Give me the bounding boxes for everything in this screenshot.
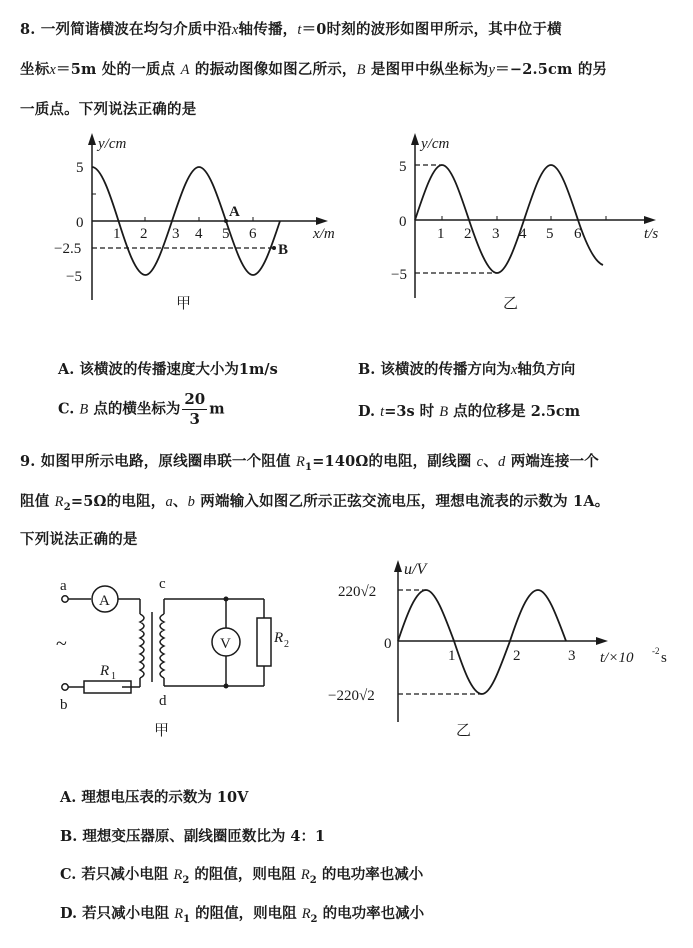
q9-stem-line-3: 下列说法正确的是: [20, 531, 138, 548]
voltage-curve: [398, 590, 566, 694]
svg-text:−2.5: −2.5: [54, 241, 82, 257]
secondary-coil: [160, 614, 164, 678]
svg-text:2: 2: [140, 226, 148, 242]
resistor-r2: [257, 618, 271, 666]
svg-text:y/cm: y/cm: [421, 136, 450, 152]
caption-jia: 甲: [176, 296, 192, 312]
svg-text:s: s: [661, 650, 667, 666]
svg-text:3: 3: [568, 648, 576, 664]
y-axis-arrow-icon: [394, 560, 402, 572]
svg-text:a: a: [60, 578, 67, 594]
svg-text:6: 6: [249, 226, 257, 242]
svg-text:0: 0: [399, 214, 407, 230]
q8-number: 8.: [20, 21, 36, 38]
q8-option-c[interactable]: C. B 点的横坐标为 $\frac{20}{3}$ m: [58, 390, 225, 428]
q8-stem-line-2: 坐标x＝5m 处的一质点 A 的振动图像如图乙所示，B 是图甲中纵坐标为y＝−2.5cm 的另: [20, 61, 608, 78]
q8-option-b[interactable]: B. 该横波的传播方向为x轴负方向: [358, 361, 576, 378]
svg-text:6: 6: [574, 226, 582, 242]
svg-text:3: 3: [172, 226, 180, 242]
q9-number: 9.: [20, 453, 36, 470]
svg-text:c: c: [159, 576, 166, 592]
svg-text:u/V: u/V: [404, 561, 427, 578]
voltmeter-label: V: [220, 636, 231, 652]
q8-stem-line-1: 8. 一列简谐横波在均匀介质中沿x轴传播，t＝0时刻的波形如图甲所示，其中位于横: [20, 21, 562, 38]
q8-option-d[interactable]: D. t=3s 时 B 点的位移是 2.5cm: [358, 403, 581, 420]
terminal-b: [62, 684, 68, 690]
svg-text:220√2: 220√2: [338, 584, 377, 600]
svg-text:5: 5: [222, 226, 230, 242]
q8-option-a[interactable]: A. 该横波的传播速度大小为1m/s: [58, 361, 278, 378]
q9-stem-line-1: 9. 如图甲所示电路，原线圈串联一个阻值 $R_1=140\Omega$的电阻，副线圈 c、d 两端连接一个: [20, 453, 599, 473]
svg-text:1: 1: [113, 226, 121, 242]
svg-text:3: 3: [492, 226, 500, 242]
caption-jia: 甲: [154, 723, 170, 739]
primary-coil: [140, 614, 144, 678]
svg-text:2: 2: [284, 639, 289, 650]
fraction-20-over-3: $\frac{20}{3}$: [184, 390, 206, 428]
svg-text:R: R: [100, 663, 110, 679]
q9-stem-line-2: 阻值 $R_2=5\Omega$的电阻，a、b 两端输入如图乙所示正弦交流电压，理想电流表的示数为 1A。: [20, 493, 610, 513]
svg-text:4: 4: [195, 226, 203, 242]
point-B: [272, 246, 276, 250]
svg-text:x/m: x/m: [313, 226, 335, 242]
svg-text:R: R: [274, 630, 284, 646]
q8-stem-line-3: 一质点。下列说法正确的是: [20, 101, 197, 118]
svg-text:1: 1: [437, 226, 445, 242]
svg-text:0: 0: [384, 636, 392, 652]
svg-text:-2: -2: [652, 646, 660, 656]
svg-text:2: 2: [464, 226, 472, 242]
label-A: A: [229, 204, 240, 220]
q9-option-a[interactable]: A. 理想电压表的示数为 10V: [60, 789, 249, 806]
svg-text:t/×10: t/×10: [600, 650, 634, 666]
ammeter-label: A: [99, 593, 110, 609]
caption-yi: 乙: [503, 296, 519, 312]
q9-option-b[interactable]: B. 理想变压器原、副线圈匝数比为 4：1: [60, 828, 326, 845]
svg-text:4: 4: [519, 226, 527, 242]
svg-text:2: 2: [513, 648, 521, 664]
svg-text:1: 1: [448, 648, 456, 664]
svg-text:−5: −5: [391, 267, 407, 283]
svg-text:5: 5: [76, 160, 84, 176]
svg-text:5: 5: [399, 159, 407, 175]
q9-option-d[interactable]: D. 若只减小电阻 $R_1$ 的阻值，则电阻 $R_2$ 的电功率也减小: [60, 905, 425, 925]
svg-text:1: 1: [111, 671, 116, 682]
svg-text:0: 0: [76, 215, 84, 231]
q9-option-c[interactable]: C. 若只减小电阻 $R_2$ 的阻值，则电阻 $R_2$ 的电功率也减小: [60, 866, 424, 886]
svg-text:−220√2: −220√2: [328, 688, 375, 704]
svg-text:5: 5: [546, 226, 554, 242]
x-axis-arrow-icon: [644, 216, 656, 224]
y-axis-arrow-icon: [411, 133, 419, 145]
caption-yi: 乙: [456, 723, 472, 739]
vibration-curve: [415, 165, 603, 273]
x-axis-arrow-icon: [596, 637, 608, 645]
ac-source-icon: ~: [56, 633, 67, 655]
svg-text:t/s: t/s: [644, 226, 659, 242]
svg-text:−5: −5: [66, 269, 82, 285]
y-axis-label: y/cm: [98, 136, 127, 152]
terminal-a: [62, 596, 68, 602]
x-axis-arrow-icon: [316, 217, 328, 225]
label-B: B: [278, 242, 289, 258]
svg-text:d: d: [159, 693, 167, 709]
point-A: [224, 219, 228, 223]
svg-text:b: b: [60, 697, 68, 713]
